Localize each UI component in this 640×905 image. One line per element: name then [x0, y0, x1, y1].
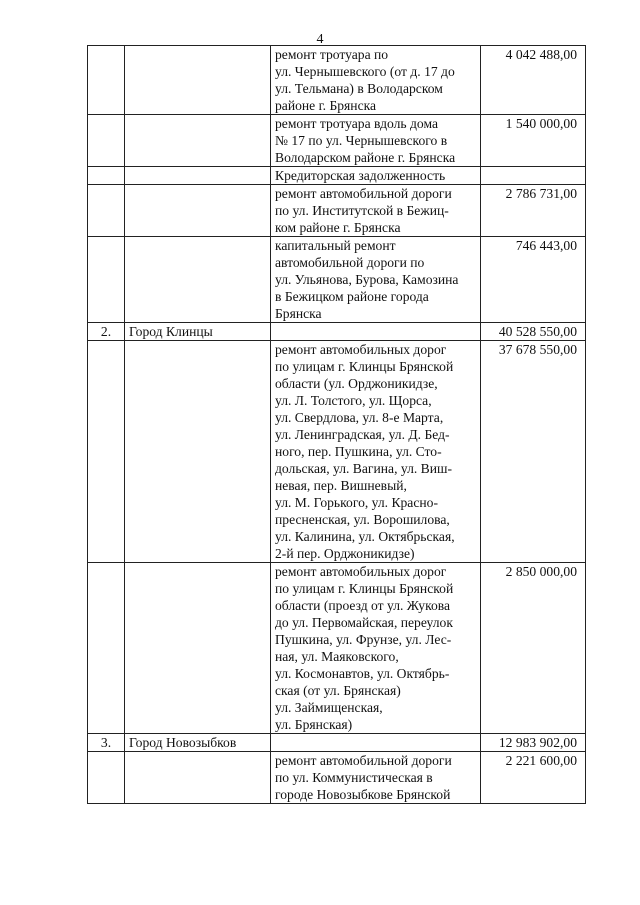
amount-cell — [481, 167, 586, 185]
description-line: ул. Ленинградская, ул. Д. Бед- — [275, 427, 450, 442]
row-number-cell — [88, 46, 125, 115]
description-line: ком районе г. Брянска — [275, 220, 401, 235]
description-line: ул. М. Горького, ул. Красно- — [275, 495, 438, 510]
description-line: ул. Займищенская, — [275, 700, 383, 715]
description-line: ул. Ульянова, Бурова, Камозина — [275, 272, 459, 287]
description-line: капитальный ремонт — [275, 238, 396, 253]
amount-cell: 2 850 000,00 — [481, 563, 586, 734]
description-line: Володарском районе г. Брянска — [275, 150, 456, 165]
description-line: дольская, ул. Вагина, ул. Виш- — [275, 461, 452, 476]
row-number-cell — [88, 752, 125, 804]
work-description-cell — [271, 563, 481, 734]
locality-name-cell — [125, 115, 271, 167]
locality-name-cell — [125, 752, 271, 804]
budget-table — [87, 45, 586, 804]
table-row — [88, 237, 586, 323]
table-row — [88, 115, 586, 167]
page-number: 4 — [316, 32, 324, 47]
amount-cell: 37 678 550,00 — [481, 341, 586, 563]
description-line: ремонт автомобильной дороги — [275, 753, 452, 768]
description-line: в Бежицком районе города — [275, 289, 429, 304]
description-line: по ул. Коммунистическая в — [275, 770, 433, 785]
amount-cell: 1 540 000,00 — [481, 115, 586, 167]
description-line: области (ул. Орджоникидзе, — [275, 376, 438, 391]
locality-name-cell — [125, 46, 271, 115]
locality-name-cell: Город Новозыбков — [125, 734, 271, 752]
amount-cell: 2 786 731,00 — [481, 185, 586, 237]
locality-name-cell — [125, 341, 271, 563]
description-line: ул. Калинина, ул. Октябрьская, — [275, 529, 455, 544]
table-row — [88, 167, 586, 185]
description-line: ул. Тельмана) в Володарском — [275, 81, 443, 96]
description-line: невая, пер. Вишневый, — [275, 478, 407, 493]
amount-cell: 746 443,00 — [481, 237, 586, 323]
description-line: области (проезд от ул. Жукова — [275, 598, 451, 613]
table-row — [88, 341, 586, 563]
description-line: ремонт тротуара по — [275, 47, 389, 62]
description-line: автомобильной дороги по — [275, 255, 425, 270]
amount-cell: 12 983 902,00 — [481, 734, 586, 752]
work-description-cell — [271, 734, 481, 752]
row-number-cell — [88, 341, 125, 563]
row-number-cell — [88, 167, 125, 185]
row-number-cell — [88, 115, 125, 167]
description-line: ная, ул. Маяковского, — [275, 649, 399, 664]
description-line: ул. Л. Толстого, ул. Щорса, — [275, 393, 432, 408]
description-line: ремонт автомобильной дороги — [275, 186, 452, 201]
description-line: ремонт автомобильных дорог — [275, 342, 447, 357]
table-body — [88, 46, 586, 804]
description-line: ного, пер. Пушкина, ул. Сто- — [275, 444, 442, 459]
amount-cell: 4 042 488,00 — [481, 46, 586, 115]
description-line: пресненская, ул. Ворошилова, — [275, 512, 450, 527]
table-row — [88, 734, 586, 752]
work-description-cell — [271, 167, 481, 185]
row-number-cell — [88, 237, 125, 323]
work-description-cell — [271, 237, 481, 323]
locality-name-cell: Город Клинцы — [125, 323, 271, 341]
description-line: по улицам г. Клинцы Брянской — [275, 581, 454, 596]
description-line: ул. Космонавтов, ул. Октябрь- — [275, 666, 450, 681]
description-line: Брянска — [275, 306, 322, 321]
work-description-cell — [271, 115, 481, 167]
description-line: по улицам г. Клинцы Брянской — [275, 359, 454, 374]
work-description-cell — [271, 752, 481, 804]
amount-cell: 40 528 550,00 — [481, 323, 586, 341]
description-line: по ул. Институтской в Бежиц- — [275, 203, 449, 218]
description-line: ская (от ул. Брянская) — [275, 683, 401, 698]
description-line: № 17 по ул. Чернышевского в — [275, 133, 448, 148]
work-description-cell — [271, 323, 481, 341]
description-line: городе Новозыбкове Брянской — [275, 787, 451, 802]
row-number-cell: 3. — [88, 734, 125, 752]
description-line: ремонт тротуара вдоль дома — [275, 116, 438, 131]
description-line: 2-й пер. Орджоникидзе) — [275, 546, 415, 561]
row-number-cell — [88, 563, 125, 734]
description-line: ул. Чернышевского (от д. 17 до — [275, 64, 455, 79]
locality-name-cell — [125, 185, 271, 237]
locality-name-cell — [125, 167, 271, 185]
amount-cell: 2 221 600,00 — [481, 752, 586, 804]
row-number-cell — [88, 185, 125, 237]
locality-name-cell — [125, 237, 271, 323]
description-line: ремонт автомобильных дорог — [275, 564, 447, 579]
description-line: Пушкина, ул. Фрунзе, ул. Лес- — [275, 632, 452, 647]
description-line: ул. Свердлова, ул. 8-е Марта, — [275, 410, 444, 425]
description-line: районе г. Брянска — [275, 98, 377, 113]
description-line: Кредиторская задолженность — [275, 168, 446, 183]
table-row — [88, 752, 586, 804]
description-line: до ул. Первомайская, переулок — [275, 615, 453, 630]
row-number-cell: 2. — [88, 323, 125, 341]
table-row — [88, 46, 586, 115]
description-line: ул. Брянская) — [275, 717, 353, 732]
work-description-cell — [271, 185, 481, 237]
work-description-cell — [271, 341, 481, 563]
locality-name-cell — [125, 563, 271, 734]
work-description-cell — [271, 46, 481, 115]
table-row — [88, 563, 586, 734]
table-row — [88, 323, 586, 341]
table-row — [88, 185, 586, 237]
